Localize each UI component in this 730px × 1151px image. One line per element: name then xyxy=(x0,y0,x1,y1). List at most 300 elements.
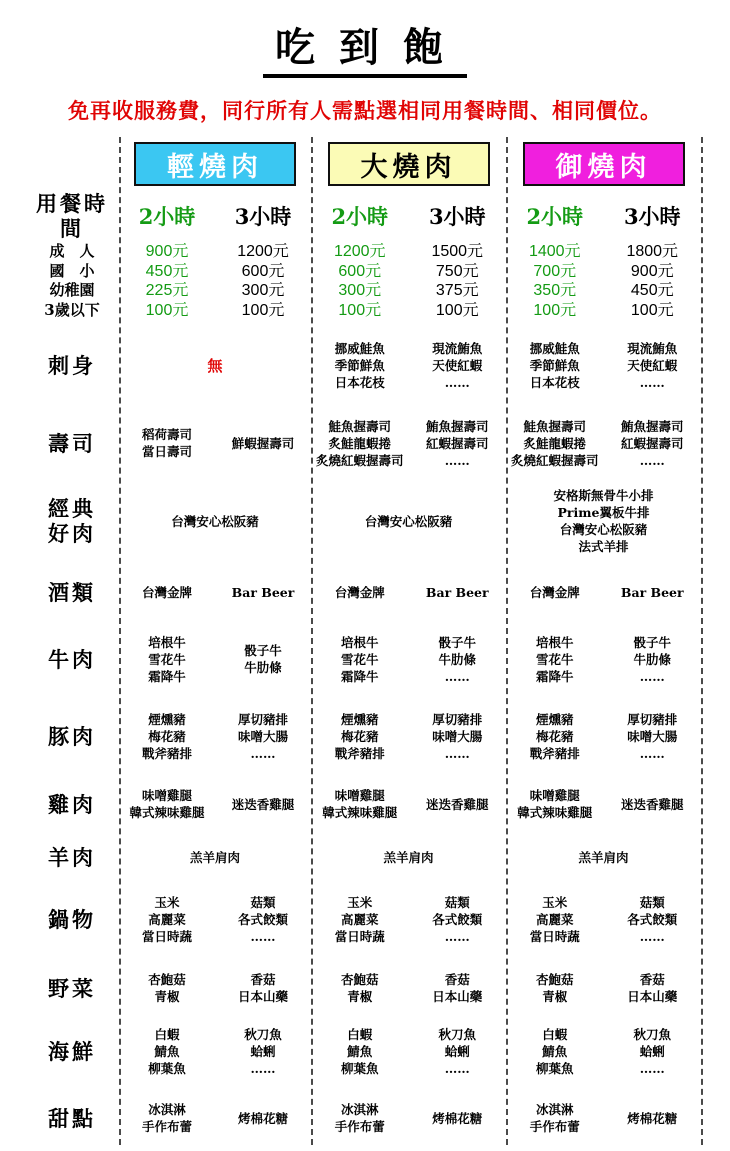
menu-item: 香菇 xyxy=(639,972,665,987)
menu-item: 台灣金牌 xyxy=(334,584,385,600)
menu-subcolumn xyxy=(311,787,409,821)
cell-sashimi-light-yakiniku xyxy=(119,355,311,376)
menu-item: 季節鮮魚 xyxy=(529,357,580,373)
menu-subcolumn xyxy=(215,634,311,685)
menu-row-lamb xyxy=(25,835,704,879)
menu-item: 煙燻豬 xyxy=(535,711,574,727)
cell-classic-meat-grand-yakiniku xyxy=(311,513,506,530)
menu-row-classic-meat xyxy=(25,477,704,565)
menu-row-beef xyxy=(25,619,704,699)
price-col-2hr xyxy=(506,242,604,320)
menu-item: …… xyxy=(250,1060,276,1076)
cell-pork-royal-yakiniku xyxy=(506,711,701,762)
price-value: 450元 xyxy=(630,282,674,299)
price-value: 100元 xyxy=(533,301,577,319)
menu-row-dessert xyxy=(25,1085,704,1151)
menu-subcolumn xyxy=(409,418,507,469)
menu-subcolumn xyxy=(215,711,311,762)
cell-classic-meat-royal-yakiniku xyxy=(506,487,701,555)
price-row-label: 國 小 xyxy=(49,261,95,280)
cell-lamb-light-yakiniku xyxy=(119,849,311,866)
menu-subcolumn xyxy=(409,894,507,945)
row-label-line: 豚肉 xyxy=(48,723,96,749)
price-row-label: 幼稚園 xyxy=(49,281,95,299)
row-label-dessert xyxy=(25,1106,119,1131)
price-value: 100元 xyxy=(241,301,285,319)
time-header-row xyxy=(25,191,704,241)
menu-item: 菇類 xyxy=(444,894,470,910)
menu-item: 白蝦 xyxy=(154,1026,180,1042)
menu-item: 季節鮮魚 xyxy=(334,357,385,373)
menu-item: 味噌大腸 xyxy=(237,728,288,744)
menu-item: 當日時蔬 xyxy=(141,928,192,944)
menu-item: …… xyxy=(639,1060,665,1076)
menu-item: 秋刀魚 xyxy=(633,1026,671,1042)
row-label-sashimi xyxy=(25,353,119,378)
price-col-2hr xyxy=(311,242,409,320)
row-label-line: 羊肉 xyxy=(48,844,96,870)
menu-item: 各式餃類 xyxy=(627,911,678,927)
menu-item: …… xyxy=(444,668,470,684)
menu-item: 紅蝦握壽司 xyxy=(425,435,489,451)
menu-subcolumn xyxy=(506,584,604,601)
price-value: 900元 xyxy=(145,243,189,260)
menu-item: 香菇 xyxy=(444,972,470,987)
three-hour-label: 3小時 xyxy=(623,204,681,229)
menu-row-pork xyxy=(25,699,704,773)
menu-item: 高麗菜 xyxy=(148,911,186,927)
column-divider xyxy=(119,137,121,1145)
none-marker: 無 xyxy=(207,356,223,375)
menu-item: 厚切豬排 xyxy=(627,711,678,727)
menu-item: 韓式辣味雞腿 xyxy=(517,805,593,820)
menu-item: 日本花枝 xyxy=(529,374,580,390)
menu-item: 天使紅蝦 xyxy=(627,357,678,373)
menu-item: 梅花豬 xyxy=(148,728,186,744)
cell-hotpot-grand-yakiniku xyxy=(311,894,506,945)
menu-subcolumn xyxy=(604,894,702,945)
menu-item: 玉米 xyxy=(542,894,568,910)
menu-subcolumn xyxy=(311,418,409,469)
menu-subcolumn xyxy=(409,971,507,1005)
menu-item: 日本山藥 xyxy=(237,989,288,1004)
menu-subcolumn xyxy=(604,787,702,821)
menu-item: 鯖魚 xyxy=(154,1043,180,1059)
menu-item: 烤棉花糖 xyxy=(432,1110,483,1126)
row-label-hotpot xyxy=(25,907,119,932)
cell-sushi-light-yakiniku xyxy=(119,426,311,460)
plan-header-light-yakiniku: 輕燒肉 xyxy=(134,142,296,186)
cell-alcohol-royal-yakiniku xyxy=(506,584,701,601)
menu-row-chicken xyxy=(25,773,704,835)
price-value: 700元 xyxy=(533,262,577,280)
menu-item: 戰斧豬排 xyxy=(334,745,385,761)
menu-subcolumn xyxy=(604,1026,702,1077)
cell-vegetables-royal-yakiniku xyxy=(506,971,701,1005)
menu-item: 雪花牛 xyxy=(340,651,379,667)
menu-item: 鮮蝦握壽司 xyxy=(231,435,295,451)
cell-vegetables-grand-yakiniku xyxy=(311,971,506,1005)
row-label-line: 好肉 xyxy=(48,521,96,546)
cell-classic-meat-light-yakiniku xyxy=(119,513,311,530)
cell-chicken-light-yakiniku xyxy=(119,787,311,821)
menu-subcolumn xyxy=(215,584,311,601)
menu-item: 稻荷壽司 xyxy=(141,427,192,442)
price-labels xyxy=(25,242,119,320)
menu-subcolumn xyxy=(215,1101,311,1135)
menu-grid xyxy=(25,137,704,1151)
menu-subcolumn xyxy=(119,584,215,601)
menu-item: Bar Beer xyxy=(620,584,684,600)
menu-item: 戰斧豬排 xyxy=(529,745,580,761)
menu-item: 青椒 xyxy=(154,989,180,1004)
menu-item: …… xyxy=(444,745,470,761)
cell-hotpot-light-yakiniku xyxy=(119,894,311,945)
menu-subcolumn xyxy=(119,971,215,1005)
cell-beef-royal-yakiniku xyxy=(506,634,701,685)
menu-item: 蛤蜊 xyxy=(250,1043,276,1059)
price-cell-light-yakiniku xyxy=(119,242,311,320)
menu-row-vegetables xyxy=(25,959,704,1017)
menu-subcolumn xyxy=(311,894,409,945)
menu-row-alcohol xyxy=(25,565,704,619)
cell-alcohol-grand-yakiniku xyxy=(311,584,506,601)
menu-item: 鮭魚握壽司 xyxy=(523,418,586,434)
menu-item: 霜降牛 xyxy=(535,668,574,684)
menu-item: 台灣安心松阪豬 xyxy=(559,522,648,537)
price-col-3hr xyxy=(409,242,507,320)
cell-alcohol-light-yakiniku xyxy=(119,584,311,601)
menu-subcolumn xyxy=(506,894,604,945)
price-row-label: 成 人 xyxy=(49,242,95,260)
price-value: 900元 xyxy=(630,262,674,280)
price-value: 350元 xyxy=(533,282,577,299)
menu-item: 炙鮭龍蝦捲 xyxy=(328,435,391,451)
menu-item: 牛肋條 xyxy=(633,651,671,667)
menu-item: 梅花豬 xyxy=(535,728,574,744)
menu-item: …… xyxy=(444,374,470,390)
cell-hotpot-royal-yakiniku xyxy=(506,894,701,945)
menu-item: 味噌雞腿 xyxy=(529,788,580,803)
menu-item: 霜降牛 xyxy=(340,668,379,684)
menu-item: …… xyxy=(639,928,665,944)
menu-item: 各式餃類 xyxy=(432,911,483,927)
menu-subcolumn xyxy=(119,634,215,685)
price-value: 100元 xyxy=(435,301,479,319)
menu-item: 青椒 xyxy=(542,989,568,1004)
menu-item: …… xyxy=(444,452,470,468)
menu-item: 厚切豬排 xyxy=(432,711,483,727)
menu-subcolumn xyxy=(215,971,311,1005)
time-cell-grand-yakiniku xyxy=(311,201,506,231)
menu-item: 香菇 xyxy=(250,972,276,987)
cell-dessert-royal-yakiniku xyxy=(506,1101,701,1135)
price-value: 300元 xyxy=(241,282,285,299)
menu-item: 梅花豬 xyxy=(340,728,379,744)
row-label-chicken xyxy=(25,792,119,817)
menu-item: 味噌雞腿 xyxy=(334,788,385,803)
price-cell-royal-yakiniku xyxy=(506,242,701,320)
price-value: 1200元 xyxy=(237,243,289,260)
plan-header-row xyxy=(25,137,704,191)
price-row-label: 3歲以下 xyxy=(44,300,100,319)
menu-item: 骰子牛 xyxy=(244,643,282,658)
menu-item: 日本山藥 xyxy=(627,989,678,1004)
menu-item: 煙燻豬 xyxy=(148,711,186,727)
column-divider xyxy=(311,137,313,1145)
menu-subcolumn xyxy=(215,787,311,821)
menu-subcolumn xyxy=(119,1101,215,1135)
menu-item: 蛤蜊 xyxy=(444,1043,470,1059)
price-table-row xyxy=(25,241,704,321)
menu-item: 羔羊肩肉 xyxy=(189,849,240,865)
menu-item: 高麗菜 xyxy=(340,911,379,927)
menu-row-seafood xyxy=(25,1017,704,1085)
row-label-line: 牛肉 xyxy=(48,646,96,672)
menu-subcolumn xyxy=(506,711,604,762)
row-label-line: 壽司 xyxy=(48,430,96,456)
cell-beef-grand-yakiniku xyxy=(311,634,506,685)
menu-item: 菇類 xyxy=(250,894,276,910)
cell-dessert-light-yakiniku xyxy=(119,1101,311,1135)
menu-subcolumn xyxy=(119,894,215,945)
menu-subcolumn xyxy=(215,894,311,945)
menu-item: 柳葉魚 xyxy=(535,1060,574,1076)
menu-item: 杏鮑菇 xyxy=(148,972,186,987)
menu-subcolumn xyxy=(311,1026,409,1077)
menu-item: 烤棉花糖 xyxy=(237,1110,288,1126)
menu-item: 台灣安心松阪豬 xyxy=(364,513,453,529)
menu-item: 挪威鮭魚 xyxy=(334,340,385,356)
menu-item: …… xyxy=(639,668,665,684)
plan-header-cell-grand-yakiniku xyxy=(311,137,506,191)
menu-item: 炙鮭龍蝦捲 xyxy=(523,435,586,451)
row-label-line: 刺身 xyxy=(48,352,96,378)
menu-item: …… xyxy=(444,1060,470,1076)
menu-item: 杏鮑菇 xyxy=(535,972,574,987)
menu-subcolumn xyxy=(409,634,507,685)
price-value: 100元 xyxy=(630,301,674,319)
two-hour-label: 2小時 xyxy=(138,204,196,229)
row-label-line: 海鮮 xyxy=(48,1038,96,1064)
menu-item: 煙燻豬 xyxy=(340,711,379,727)
plan-header-cell-royal-yakiniku xyxy=(506,137,701,191)
menu-row-sushi xyxy=(25,409,704,477)
menu-item: 柳葉魚 xyxy=(148,1060,186,1076)
service-notice: 免再收服務費，同行所有人需點選相同用餐時間、相同價位。 xyxy=(68,98,662,123)
menu-subcolumn xyxy=(311,1101,409,1135)
cell-sushi-grand-yakiniku xyxy=(311,418,506,469)
menu-item: 白蝦 xyxy=(347,1026,373,1042)
menu-item: 玉米 xyxy=(347,894,373,910)
time-cell-royal-yakiniku xyxy=(506,201,701,231)
price-value: 300元 xyxy=(338,282,382,299)
menu-item: 骰子牛 xyxy=(438,634,476,650)
menu-item: 紅蝦握壽司 xyxy=(620,435,684,451)
menu-subcolumn xyxy=(311,971,409,1005)
menu-item: Prime翼板牛排 xyxy=(557,505,650,520)
cell-lamb-royal-yakiniku xyxy=(506,849,701,866)
cell-sushi-royal-yakiniku xyxy=(506,418,701,469)
plan-header-grand-yakiniku: 大燒肉 xyxy=(328,142,490,186)
menu-item: 手作布蕾 xyxy=(334,1119,385,1134)
price-col-3hr xyxy=(604,242,702,320)
menu-item: 霜降牛 xyxy=(148,668,186,684)
menu-item: 骰子牛 xyxy=(633,634,671,650)
menu-item: 厚切豬排 xyxy=(237,711,288,727)
menu-subcolumn xyxy=(409,711,507,762)
time-cell-light-yakiniku xyxy=(119,201,311,231)
cell-chicken-grand-yakiniku xyxy=(311,787,506,821)
menu-subcolumn xyxy=(311,711,409,762)
two-hour-label: 2小時 xyxy=(526,204,584,229)
cell-seafood-royal-yakiniku xyxy=(506,1026,701,1077)
menu-subcolumn xyxy=(311,634,409,685)
menu-item: 韓式辣味雞腿 xyxy=(322,805,398,820)
menu-item: 培根牛 xyxy=(535,634,574,650)
menu-item: 當日時蔬 xyxy=(529,928,580,944)
menu-item: 現流鮪魚 xyxy=(432,340,483,356)
row-label-sushi xyxy=(25,431,119,456)
menu-item: 牛肋條 xyxy=(244,660,282,675)
row-label-seafood xyxy=(25,1039,119,1064)
price-value: 1800元 xyxy=(626,243,679,260)
three-hour-label: 3小時 xyxy=(234,204,292,229)
row-label-line: 酒類 xyxy=(48,579,96,605)
row-label-classic-meat xyxy=(25,496,119,546)
page-title: 吃到飽 xyxy=(263,16,467,78)
menu-item: 各式餃類 xyxy=(237,911,288,927)
plan-header-royal-yakiniku: 御燒肉 xyxy=(523,142,685,186)
menu-item: 味噌大腸 xyxy=(432,728,483,744)
menu-item: …… xyxy=(250,928,276,944)
menu-subcolumn xyxy=(604,971,702,1005)
cell-beef-light-yakiniku xyxy=(119,634,311,685)
menu-item: 台灣安心松阪豬 xyxy=(171,513,259,529)
cell-seafood-grand-yakiniku xyxy=(311,1026,506,1077)
menu-subcolumn xyxy=(506,971,604,1005)
menu-subcolumn xyxy=(409,1026,507,1077)
menu-subcolumn xyxy=(215,426,311,460)
menu-item: 牛肋條 xyxy=(438,651,476,667)
menu-item: 迷迭香雞腿 xyxy=(620,796,684,812)
menu-subcolumn xyxy=(506,340,604,391)
menu-subcolumn xyxy=(506,787,604,821)
cell-sashimi-royal-yakiniku xyxy=(506,340,701,391)
menu-item: 炙燒紅蝦握壽司 xyxy=(510,452,599,468)
menu-item: 羔羊肩肉 xyxy=(383,849,434,865)
price-value: 1500元 xyxy=(431,243,484,260)
plan-header-cell-light-yakiniku xyxy=(119,137,311,191)
menu-item: 迷迭香雞腿 xyxy=(425,796,489,812)
menu-item: 鮭魚握壽司 xyxy=(328,418,391,434)
menu-subcolumn xyxy=(604,1101,702,1135)
menu-item: 手作布蕾 xyxy=(529,1119,580,1134)
row-label-vegetables xyxy=(25,976,119,1001)
row-label-pork xyxy=(25,724,119,749)
two-hour-label: 2小時 xyxy=(331,204,389,229)
menu-item: …… xyxy=(639,374,665,390)
column-divider xyxy=(701,137,703,1145)
menu-item: 當日壽司 xyxy=(141,444,192,459)
menu-item: 挪威鮭魚 xyxy=(529,340,580,356)
menu-item: 白蝦 xyxy=(542,1026,568,1042)
menu-subcolumn xyxy=(409,787,507,821)
cell-vegetables-light-yakiniku xyxy=(119,971,311,1005)
menu-subcolumn xyxy=(119,711,215,762)
price-value: 600元 xyxy=(338,262,382,280)
price-value: 375元 xyxy=(435,282,479,299)
page-title-wrap xyxy=(0,16,730,78)
menu-item: 戰斧豬排 xyxy=(141,745,192,761)
menu-item: 鯖魚 xyxy=(347,1043,373,1059)
row-label-alcohol xyxy=(25,580,119,605)
price-value: 225元 xyxy=(145,282,189,299)
row-label-line: 甜點 xyxy=(48,1105,96,1131)
menu-item: 玉米 xyxy=(154,894,180,910)
menu-subcolumn xyxy=(119,1026,215,1077)
menu-item: 鯖魚 xyxy=(542,1043,568,1059)
menu-item: 秋刀魚 xyxy=(244,1026,282,1042)
menu-subcolumn xyxy=(604,711,702,762)
menu-item: 雪花牛 xyxy=(148,651,186,667)
row-label-line: 經典 xyxy=(48,496,96,521)
price-value: 1400元 xyxy=(528,243,581,260)
cell-dessert-grand-yakiniku xyxy=(311,1101,506,1135)
menu-item: 日本山藥 xyxy=(432,989,483,1004)
menu-item: 現流鮪魚 xyxy=(627,340,678,356)
price-value: 450元 xyxy=(145,262,189,280)
menu-item: 雪花牛 xyxy=(535,651,574,667)
menu-item: Bar Beer xyxy=(425,584,489,600)
menu-item: 日本花枝 xyxy=(334,374,385,390)
price-value: 100元 xyxy=(145,301,189,319)
menu-item: 烤棉花糖 xyxy=(627,1110,678,1126)
menu-subcolumn xyxy=(604,340,702,391)
menu-subcolumn xyxy=(604,584,702,601)
row-label-line: 鍋物 xyxy=(48,906,96,932)
menu-item: 高麗菜 xyxy=(535,911,574,927)
menu-item: 培根牛 xyxy=(340,634,379,650)
menu-item: 秋刀魚 xyxy=(438,1026,476,1042)
menu-item: 迷迭香雞腿 xyxy=(231,796,295,812)
row-label-line: 雞肉 xyxy=(48,791,96,817)
menu-item: 菇類 xyxy=(639,894,665,910)
menu-item: 冰淇淋 xyxy=(535,1102,574,1117)
menu-row-hotpot xyxy=(25,879,704,959)
menu-item: 培根牛 xyxy=(148,634,186,650)
price-value: 600元 xyxy=(241,262,285,280)
cell-seafood-light-yakiniku xyxy=(119,1026,311,1077)
price-value: 100元 xyxy=(338,301,382,319)
menu-item: 冰淇淋 xyxy=(340,1102,379,1117)
menu-item: 柳葉魚 xyxy=(340,1060,379,1076)
menu-item: 當日時蔬 xyxy=(334,928,385,944)
menu-item: 鮪魚握壽司 xyxy=(425,418,489,434)
cell-chicken-royal-yakiniku xyxy=(506,787,701,821)
menu-item: 蛤蜊 xyxy=(639,1043,665,1059)
cell-pork-grand-yakiniku xyxy=(311,711,506,762)
menu-page xyxy=(0,16,730,1147)
dining-time-label: 用餐時間 xyxy=(36,191,108,241)
three-hour-label: 3小時 xyxy=(428,204,486,229)
menu-item: 冰淇淋 xyxy=(148,1102,186,1117)
menu-subcolumn xyxy=(604,634,702,685)
menu-item: Bar Beer xyxy=(231,584,295,600)
menu-item: 味噌大腸 xyxy=(627,728,678,744)
menu-subcolumn xyxy=(409,1101,507,1135)
cell-sashimi-grand-yakiniku xyxy=(311,340,506,391)
